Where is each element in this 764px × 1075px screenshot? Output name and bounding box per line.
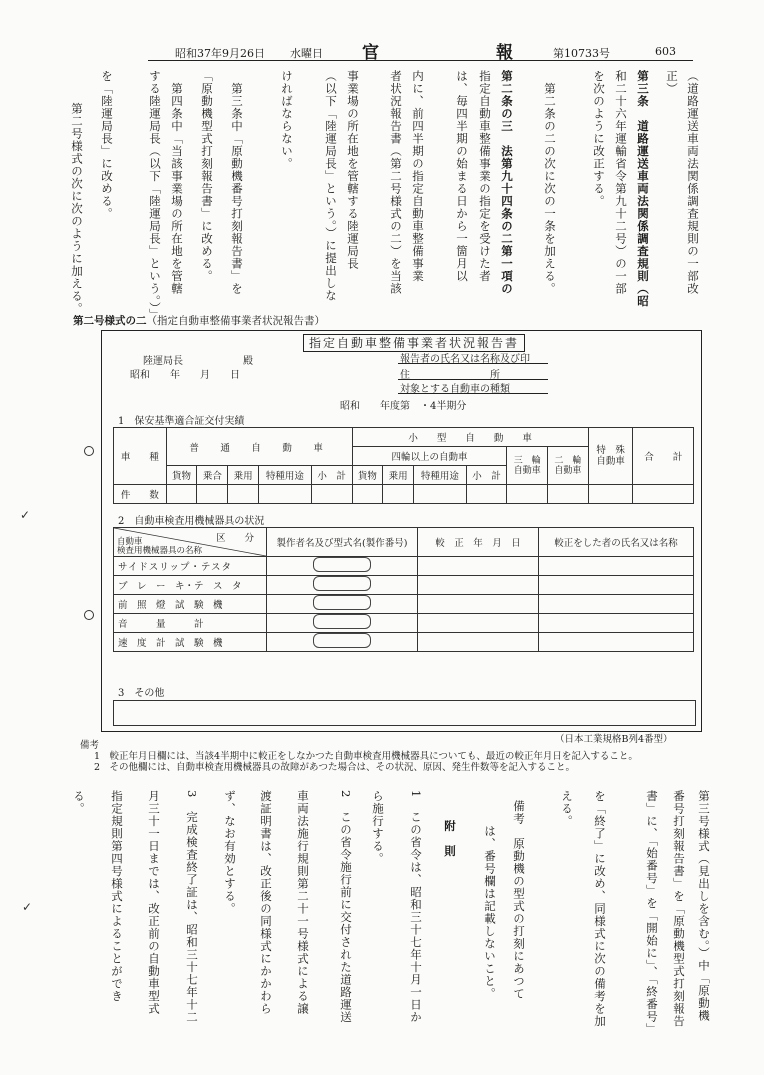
col-subtotal: 小 計 — [311, 466, 352, 485]
text-column: 正） — [665, 70, 679, 95]
text-column: 第二条の三 法第九十四条の二第一項の — [500, 70, 514, 295]
count-cell[interactable] — [197, 485, 228, 504]
date-cell[interactable] — [418, 595, 539, 614]
serial-paren — [313, 557, 371, 572]
text-column: 車両法施行規則第二十一号様式による譲 — [296, 790, 310, 1015]
text-column: ければならない。 — [280, 70, 294, 170]
equipment-brake-tester: ブ レ ー キ・テ ス タ — [114, 576, 267, 595]
target-vehicle-field: 対象とする自動車の種類 — [400, 384, 510, 395]
calibrator-cell[interactable] — [539, 614, 694, 633]
supplementary-heading: 附 則 — [443, 820, 457, 858]
maker-cell[interactable] — [267, 614, 418, 633]
section3-heading: 3 その他 — [118, 688, 165, 699]
text-column: は、毎四半期の始まる日から一箇月以 — [455, 70, 469, 283]
count-cell[interactable] — [228, 485, 259, 504]
kogata-header: 小 型 自 動 車 — [352, 428, 588, 447]
text-column: 2 この省令施行前に交付された道路運送 — [339, 790, 353, 1024]
count-cell[interactable] — [633, 485, 694, 504]
binding-hole-icon — [84, 446, 94, 456]
reporter-name-field: 報告者の氏名又は名称及び印 — [400, 354, 530, 365]
equipment-side-slip-tester: サイドスリップ・テスタ — [114, 557, 267, 576]
equipment-speedometer-tester: 速 度 計 試 験 機 — [114, 633, 267, 652]
calibrator-cell[interactable] — [539, 576, 694, 595]
address-field: 住 所 — [400, 370, 500, 381]
calibrator-cell[interactable] — [539, 557, 694, 576]
text-column: を次のように改正する。 — [592, 70, 606, 208]
text-column: 指定規則第四号様式によることができ — [110, 790, 124, 1003]
text-column: （以下「陸運局長」という。）に提出しな — [324, 70, 338, 302]
inspection-equipment-table — [113, 527, 694, 652]
col-calibrator-name: 較正をした者の氏名又は名称 — [539, 528, 694, 557]
col-passenger: 乗用 — [228, 466, 259, 485]
text-column: は、番号欄は記載しないこと。 — [483, 800, 497, 1000]
text-column: 第三条 道路運送車両法関係調査規則（昭 — [636, 70, 650, 308]
text-column: 1 この省令は、昭和三十七年十月一日か — [409, 790, 423, 1024]
text-column: 「原動機型式打刻報告書」に改める。 — [200, 70, 214, 283]
certificate-issue-table — [113, 427, 694, 504]
text-column: 和二十六年運輸省令第九十二号）の一部 — [614, 70, 628, 295]
paper-standard: （日本工業規格B列4番型） — [555, 734, 673, 745]
col-bus: 乗合 — [197, 466, 228, 485]
corner-top-label: 区 分 — [215, 533, 254, 544]
count-cell[interactable] — [588, 485, 633, 504]
form-label — [73, 313, 325, 328]
section1-heading: 1 保安基準適合証交付実績 — [118, 416, 245, 427]
header-page-number: 603 — [655, 45, 676, 58]
count-cell[interactable] — [414, 485, 467, 504]
text-column: 書」に、「始番号」を「開始に」、「終番号」 — [645, 790, 659, 1036]
text-column: 者状況報告書（第二号様式の二）を当該 — [389, 70, 403, 295]
form-label-number: 第二号様式の二 — [73, 315, 147, 327]
col-subtotal: 小 計 — [466, 466, 507, 485]
date-cell[interactable] — [418, 633, 539, 652]
yonrin-header: 四輪以上の自動車 — [352, 447, 507, 466]
total-header: 合 計 — [633, 428, 694, 485]
count-cell[interactable] — [311, 485, 352, 504]
reporter-underline — [398, 363, 548, 364]
text-column: 月三十一日までは、改正前の自動車型式 — [147, 790, 161, 1015]
col-special-use: 特種用途 — [414, 466, 467, 485]
tokushu-header: 特 殊 自動車 — [588, 428, 633, 485]
text-column: を「終了」に改め、同様式に次の備考を加 — [593, 790, 607, 1028]
text-column: 内に、前四半期の指定自動車整備事業 — [411, 70, 425, 283]
col-passenger: 乗用 — [383, 466, 414, 485]
text-column: ず、なお有効とする。 — [223, 790, 237, 915]
sanrin-header: 三 輪 自動車 — [507, 447, 548, 485]
text-column: 渡証明書は、改正後の同様式にかかわら — [259, 790, 273, 1015]
nirin-header: 二 輪 自動車 — [548, 447, 589, 485]
form-label-description: （指定自動車整備事業者状況報告書） — [146, 315, 325, 327]
col-special-use: 特種用途 — [259, 466, 312, 485]
text-column: る。 — [72, 790, 86, 815]
form-date-line: 昭和 年 月 日 — [130, 370, 240, 381]
col-freight: 貨物 — [166, 466, 197, 485]
text-column: 第二号様式の次に次のように加える。 — [70, 90, 84, 315]
form-title: 指定自動車整備事業者状況報告書 — [303, 334, 525, 352]
text-column: 指定自動車整備事業の指定を受けた者 — [478, 70, 492, 283]
serial-paren — [313, 595, 371, 610]
equipment-sound-meter: 音 量 計 — [114, 614, 267, 633]
text-column: 第三条中「原動機番号打刻報告書」を — [230, 70, 244, 295]
date-cell[interactable] — [418, 576, 539, 595]
calibrator-cell[interactable] — [539, 633, 694, 652]
header-rule — [148, 60, 693, 61]
col-calibration-date: 較 正 年 月 日 — [418, 528, 539, 557]
note-1: 1 較正年月日欄には、当該4半期中に較正をしなかつた自動車検査用機械器具についても、最近の較正年月日を記入すること。 — [94, 751, 638, 762]
date-cell[interactable] — [418, 614, 539, 633]
row-label-vehicle-type: 車 種 — [114, 428, 167, 485]
gazette-header — [0, 0, 764, 63]
scan-mark-icon: ✓ — [22, 900, 33, 914]
text-column: を「陸運局長」に改める。 — [100, 70, 114, 220]
text-column: 番号打刻報告書」を「原動機型式打刻報告 — [672, 790, 686, 1028]
header-date: 昭和37年9月26日 — [175, 47, 265, 60]
period-line: 昭和 年度第 ・4半期分 — [340, 401, 467, 412]
text-column: ら施行する。 — [371, 790, 385, 865]
text-column: 第三号様式（見出しを含む。）中「原動機 — [697, 790, 711, 1022]
text-column: 3 完成検査終了証は、昭和三十七年十二 — [185, 790, 199, 1024]
row-label-count: 件 数 — [114, 485, 167, 504]
maker-cell[interactable] — [267, 576, 418, 595]
scan-mark-icon: ✓ — [20, 508, 31, 522]
serial-paren — [313, 633, 371, 648]
calibrator-cell[interactable] — [539, 595, 694, 614]
equipment-headlight-tester: 前 照 燈 試 験 機 — [114, 595, 267, 614]
count-cell[interactable] — [548, 485, 589, 504]
form-notes — [80, 740, 638, 773]
header-weekday: 水曜日 — [290, 47, 323, 60]
header-title: 官 報 — [362, 43, 563, 63]
text-column: 第二条の二の次に次の一条を加える。 — [543, 70, 557, 295]
table2-corner — [114, 528, 267, 557]
target-underline — [398, 393, 548, 394]
header-issue-number: 第10733号 — [553, 47, 610, 60]
addressee: 陸運局長 殿 — [143, 356, 253, 367]
date-cell[interactable] — [418, 557, 539, 576]
maker-cell[interactable] — [267, 633, 418, 652]
col-maker-model: 製作者名及び型式名(製作番号) — [267, 528, 418, 557]
futsu-header: 普 通 自 動 車 — [166, 428, 352, 466]
maker-cell[interactable] — [267, 557, 418, 576]
maker-cell[interactable] — [267, 595, 418, 614]
binding-hole-icon — [84, 610, 94, 620]
text-column: する陸運局長（以下「陸運局長」という。）」 — [148, 70, 162, 321]
count-cell[interactable] — [466, 485, 507, 504]
col-freight: 貨物 — [352, 466, 383, 485]
serial-paren — [313, 614, 371, 629]
section2-heading: 2 自動車検査用機械器具の状況 — [118, 516, 265, 527]
other-box[interactable] — [113, 700, 696, 726]
count-cell[interactable] — [259, 485, 312, 504]
corner-bottom-label: 自動車 検査用機械器具の名称 — [117, 537, 203, 556]
count-cell[interactable] — [352, 485, 383, 504]
count-cell[interactable] — [166, 485, 197, 504]
count-cell[interactable] — [383, 485, 414, 504]
notes-heading: 備考 — [80, 740, 100, 751]
text-column: える。 — [560, 790, 574, 828]
text-column: 第四条中「当該事業場の所在地を管轄 — [170, 70, 184, 295]
count-cell[interactable] — [507, 485, 548, 504]
text-column: 事業場の所在地を管轄する陸運局長 — [346, 70, 360, 270]
note-2: 2 その他欄には、自動車検査用機械器具の故障があつた場合は、その状況、原因、発生件数等を記入すること。 — [94, 762, 576, 773]
serial-paren — [313, 576, 371, 591]
text-column: 備考 原動機の型式の打刻にあつて — [512, 800, 526, 1000]
text-column: （道路運送車両法関係調査規則の一部改 — [686, 70, 700, 295]
